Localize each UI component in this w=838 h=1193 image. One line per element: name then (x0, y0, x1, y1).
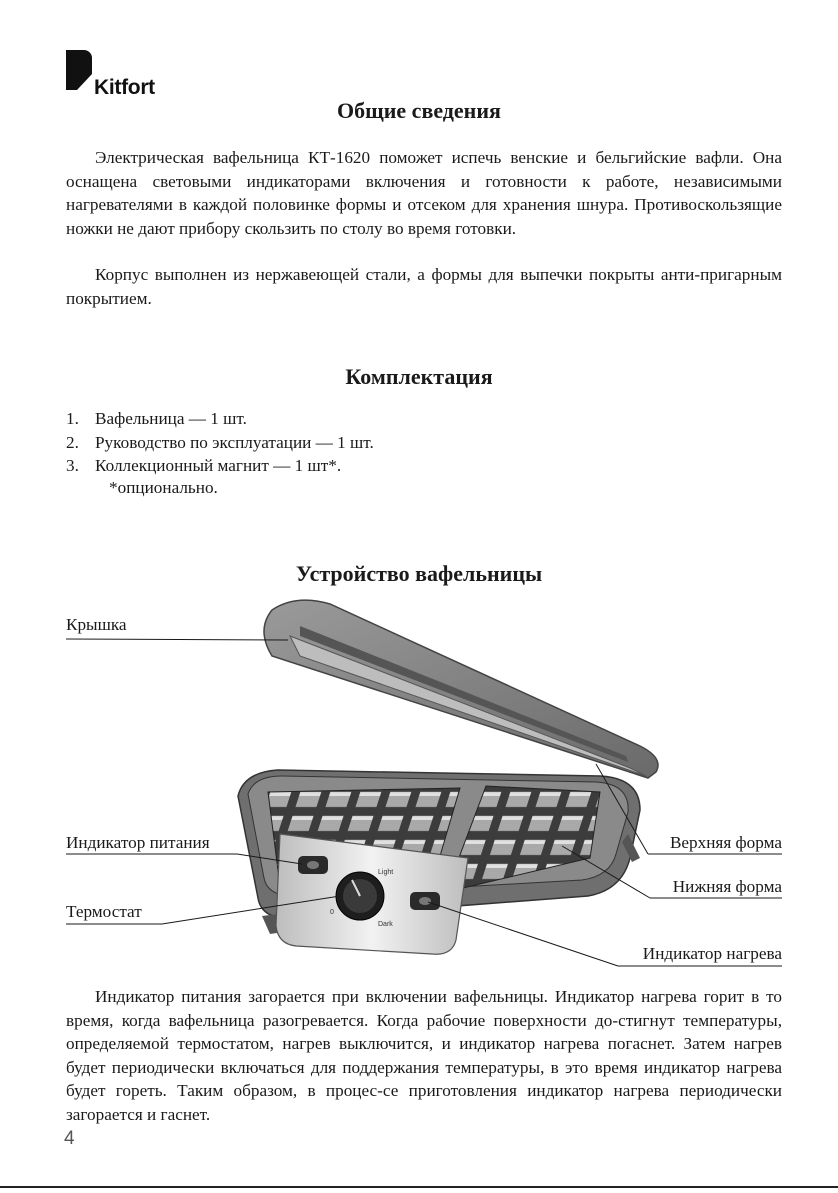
list-item (66, 407, 374, 431)
section-title-general: Общие сведения (337, 98, 501, 123)
list-item-text: Руководство по эксплуатации — 1 шт. (95, 432, 374, 452)
label-power-indicator: Индикатор питания (66, 833, 210, 852)
list-item (66, 431, 374, 455)
list-item-number: 1. (66, 409, 79, 428)
label-heat-indicator: Индикатор нагрева (642, 944, 782, 963)
waffle-maker-illustration (0, 596, 838, 980)
dial-label-light: Light (378, 869, 394, 876)
list-item (66, 454, 374, 478)
list-item-number: 3. (66, 456, 79, 475)
kit-list (66, 407, 374, 478)
page-number: 4 (64, 1128, 75, 1149)
dial-label-zero: 0 (330, 909, 334, 916)
label-upper-plate: Верхняя форма (669, 833, 782, 852)
leader-line-lid (66, 639, 288, 640)
list-item-text: Вафельница — 1 шт. (95, 409, 247, 428)
kitfort-logo-icon (66, 50, 92, 100)
kitfort-logo (66, 50, 176, 102)
section-title-device: Устройство вафельницы (295, 561, 543, 586)
brand-name: Kitfort (94, 76, 155, 99)
dial-label-dark: Dark (378, 921, 393, 928)
general-paragraph-2: Корпус выполнен из нержавеющей стали, а формы для выпечки покрыты анти-пригарным покрытием. (66, 265, 782, 308)
label-lid: Крышка (66, 615, 127, 634)
kit-footnote: *опционально. (109, 478, 218, 497)
label-thermostat: Термостат (66, 902, 142, 921)
device-description: Индикатор питания загорается при включении вафельницы. Индикатор нагрева горит в то время, когда вафельница разогревается. Когда рабочие поверхности до-стигнут температуры, определяемой термостатом, нагрев выключится, и индикатор нагрева погаснет. Затем нагрев будет периодически включаться для поддержания температуры, в это время индикатор нагрева будет гореть. Таким образом, в процес-се приготовления индикатор нагрева периодически загорается и гаснет. (66, 987, 782, 1124)
general-paragraph-1: Электрическая вафельница КТ-1620 поможет испечь венские и бельгийские вафли. Она оснащена световыми индикаторами включения и готовности к работе, независимыми нагревателями в каждой половинке формы и отсеком для хранения шнура. Противоскользящие ножки не дают прибору скользить по столу во время готовки. (66, 148, 782, 238)
list-item-number: 2. (66, 432, 79, 452)
section-title-kit: Комплектация (345, 364, 493, 389)
label-lower-plate: Нижняя форма (672, 877, 782, 896)
list-item-text: Коллекционный магнит — 1 шт*. (95, 456, 342, 475)
page-bottom-rule (0, 1186, 838, 1188)
